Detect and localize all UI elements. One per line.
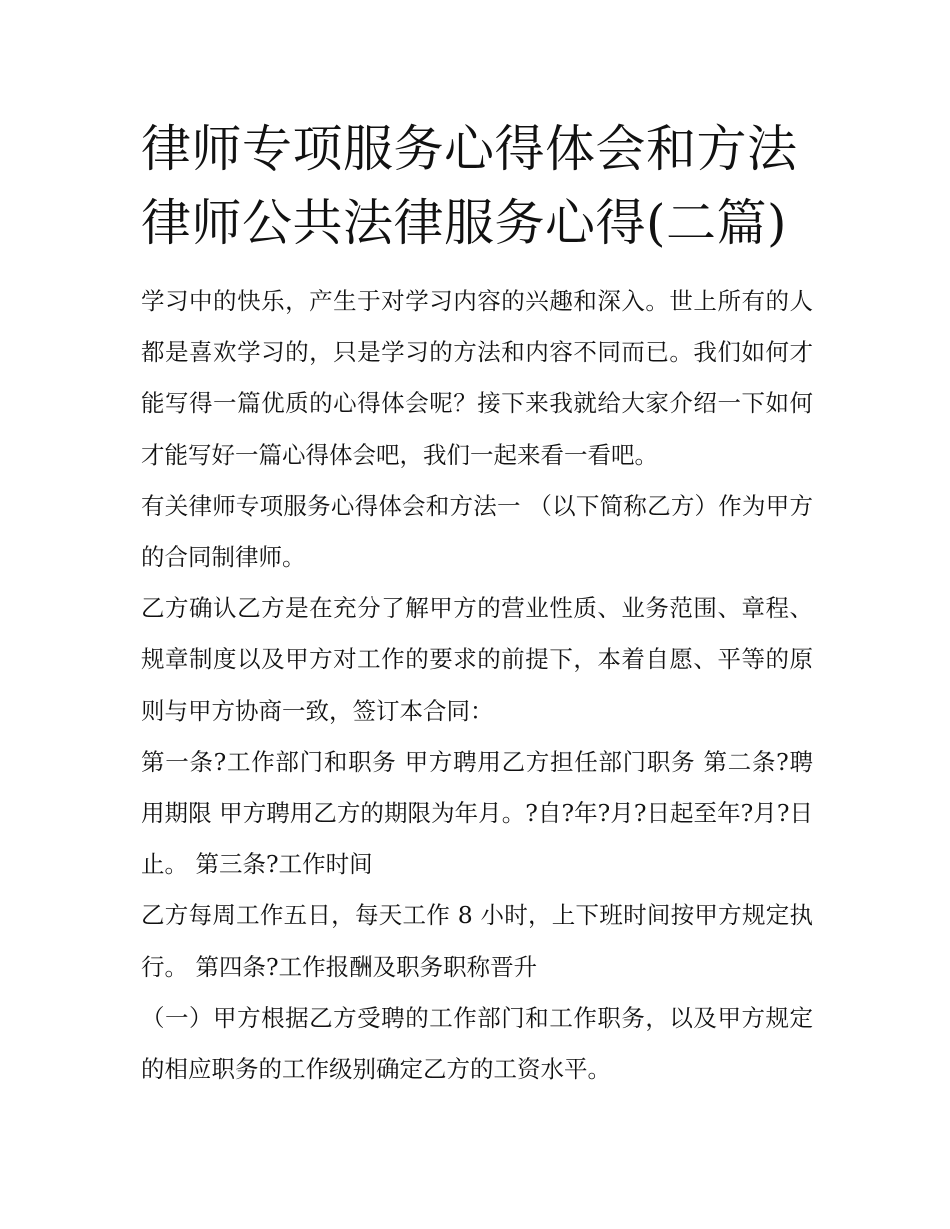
document-title: 律师专项服务心得体会和方法律师公共法律服务心得(二篇) [141,120,798,252]
paragraph-method-one: 有关律师专项服务心得体会和方法一 （以下简称乙方）作为甲方的合同制律师。 [141,491,813,572]
document-page [141,112,813,1095]
document-body [141,276,813,1095]
paragraph-articles-1-3: 第一条?工作部门和职务 甲方聘用乙方担任部门职务 第二条?聘用期限 甲方聘用乙方的期限为年月。?自?年?月?日起至年?月?日止。 第三条?工作时间 [141,747,813,879]
paragraph-confirmation: 乙方确认乙方是在充分了解甲方的营业性质、业务范围、章程、规章制度以及甲方对工作的要求的前提下，本着自愿、平等的原则与甲方协商一致，签订本合同： [141,594,813,725]
paragraph-salary: （一）甲方根据乙方受聘的工作部门和工作职务，以及甲方规定的相应职务的工作级别确定乙方的工资水平。 [141,1003,813,1084]
paragraph-intro: 学习中的快乐，产生于对学习内容的兴趣和深入。世上所有的人都是喜欢学习的，只是学习的方法和内容不同而已。我们如何才能写得一篇优质的心得体会呢？接下来我就给大家介绍一下如何才能写好一篇心得体会吧，我们一起来看一看吧。 [141,287,813,469]
paragraph-work-hours: 乙方每周工作五日，每天工作 8 小时，上下班时间按甲方规定执行。 第四条?工作报酬及职务职称晋升 [141,901,813,981]
